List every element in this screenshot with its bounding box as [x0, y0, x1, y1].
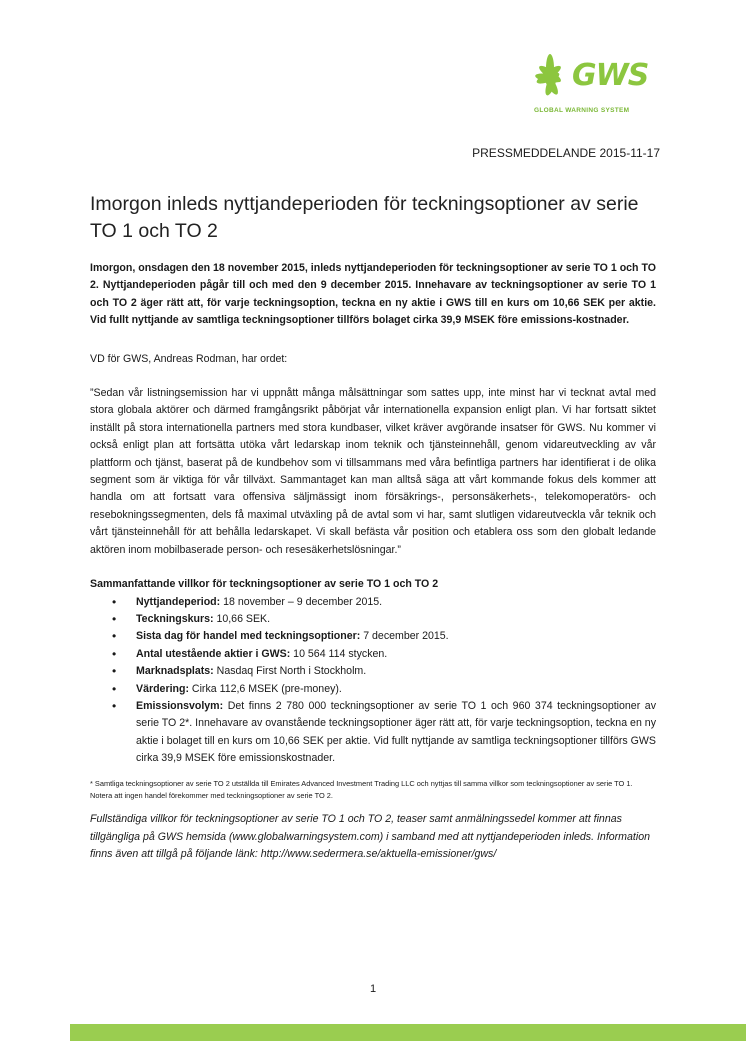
- term-label: Värdering:: [136, 682, 189, 695]
- gws-logo-tagline: GLOBAL WARNING SYSTEM: [534, 107, 630, 114]
- list-item: [136, 646, 656, 663]
- term-label: Marknadsplats:: [136, 665, 214, 678]
- list-item: [136, 611, 656, 628]
- term-value: Nasdaq First North i Stockholm.: [213, 665, 367, 678]
- ceo-quote: ”Sedan vår listningsemission har vi uppnått många målsättningar som sattes upp, inte minst har vi tecknat avtal med stora globala aktörer och därmed framgångsrikt påbörjat vår internationella expansion enligt plan. Vi har fortsatt siktet inställt på stora internationella partners med stora kundbaser, vilket kräver avgörande insatser för GWS. Nu kommer vi också enligt plan att fortsätta utöka vårt ledarskap inom teknik och tjänsteinnehåll, genom vidareutveckling av vår plattform och tjänst, baserat på de kundbehov som vi tillsammans med våra befintliga partners har identifierat i de olika segment som är viktiga för vår tillväxt. Sammantaget kan man alltså säga att vårt kommande fokus dels kommer att handla om att fortsatt vara offensiva säljmässigt inom försäkrings-, personsäkerhets-, telekomoperatörs- och resebokningssegmenten, dels få maximal utväxling på de avtal som vi har, samt slutligen vidareutveckla vår teknik och vårt tjänsteinnehåll för att behålla ledarskapet. Vi skall befästa vår position och etablera oss som den globalt ledande aktören inom mobilbaserade person- och resesäkerhetslösningar.”: [90, 387, 656, 556]
- footer-bar: [70, 1024, 746, 1041]
- gws-logo-wordmark: GWS: [572, 58, 649, 93]
- page-title: Imorgon inleds nyttjandeperioden för teckningsoptioner av serie TO 1 och TO 2: [90, 193, 639, 242]
- terms-list: [90, 594, 656, 768]
- summary-heading: Sammanfattande villkor för teckningsoptioner av serie TO 1 och TO 2: [90, 578, 439, 591]
- document-body: [90, 260, 656, 864]
- term-value: 7 december 2015.: [360, 630, 449, 643]
- list-item: [136, 628, 656, 645]
- press-release-label: PRESSMEDDELANDE 2015-11-17: [472, 146, 660, 160]
- term-value: 10 564 114 stycken.: [290, 647, 388, 660]
- term-value: 18 november – 9 december 2015.: [220, 595, 383, 608]
- page-number: 1: [369, 983, 377, 995]
- footnote: * Samtliga teckningsoptioner av serie TO 2 utställda till Emirates Advanced Investment Trading LLC och nyttjas till samma villkor som teckningsoptioner av serie TO 1. Notera att ingen handel förekommer med teckningsoptioner av serie TO 2.: [90, 778, 633, 800]
- lead-paragraph: Imorgon, onsdagen den 18 november 2015, inleds nyttjandeperioden för teckningsoptioner av serie TO 1 och TO 2. Nyttjandeperioden pågår till och med den 9 december 2015. Innehavare av teckningsoptioner av serie TO 1 och TO 2 äger rätt att, för varje teckningsoption, teckna en ny aktie i GWS till en kurs om 10,66 SEK per aktie. Vid fullt nyttjande av samtliga teckningsoptioner tillförs bolaget cirka 39,9 MSEK före emissions-kostnader.: [90, 262, 656, 327]
- term-label: Nyttjandeperiod:: [136, 595, 221, 608]
- list-item: [136, 681, 656, 698]
- list-item: [136, 594, 656, 611]
- term-value: Cirka 112,6 MSEK (pre-money).: [188, 682, 342, 695]
- closing-paragraph: Fullständiga villkor för teckningsoptioner av serie TO 1 och TO 2, teaser samt anmälningssedel kommer att finnas tillgängliga på GWS hemsida (www.globalwarningsystem.com) i samband med att nyttjandeperioden inleds. Information finns även att tillgå på följande länk: http://www.sedermera.se/aktuella-emissioner/gws/: [90, 813, 650, 861]
- list-item: [136, 663, 656, 680]
- term-value: 10,66 SEK.: [213, 612, 271, 625]
- term-label: Emissionsvolym:: [136, 699, 224, 712]
- term-value: Det finns 2 780 000 teckningsoptioner av serie TO 1 och 960 374 teckningsoptioner av serie TO 2*. Innehavare av ovanstående teckningsoptioner äger rätt att, för varje teckningsoption, teckna en ny aktie i bolaget till en kurs om 10,66 SEK per aktie. Vid fullt nyttjande av samtliga teckningsoptioner tillförs GWS cirka 39,9 MSEK före emissionskostnader.: [136, 699, 656, 765]
- term-label: Antal utestående aktier i GWS:: [136, 647, 291, 660]
- ceo-intro: VD för GWS, Andreas Rodman, har ordet:: [90, 352, 288, 365]
- term-label: Sista dag för handel med teckningsoptioner:: [136, 630, 361, 643]
- list-item: [136, 698, 656, 768]
- term-label: Teckningskurs:: [136, 612, 214, 625]
